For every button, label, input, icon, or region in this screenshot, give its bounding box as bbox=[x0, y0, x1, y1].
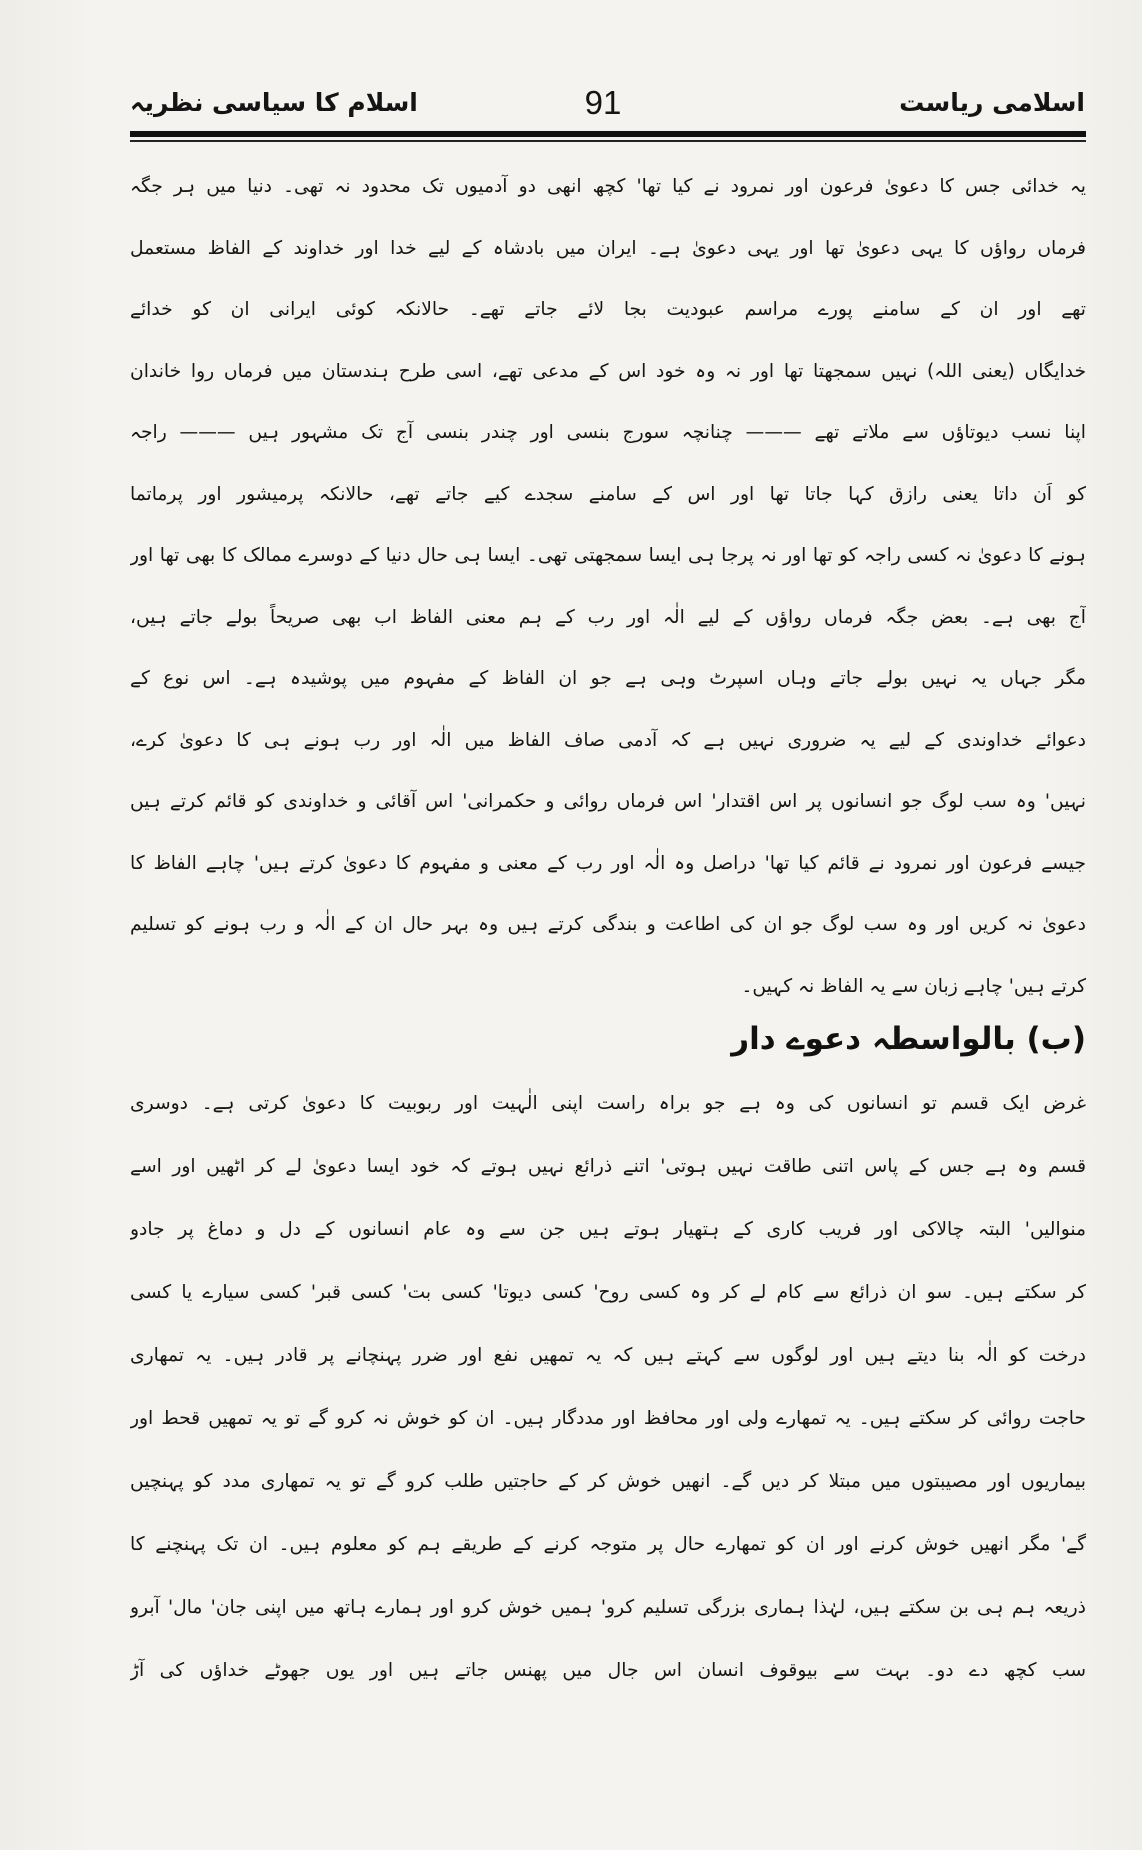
text-line bbox=[130, 279, 1086, 341]
text-line-content: درخت کو الٰہ بنا دیتے ہیں اور لوگوں سے کہتے ہیں کہ یہ تمھیں نفع اور ضرر پہنچانے پر قادر ہیں۔ یہ تمھاری bbox=[130, 1345, 1086, 1366]
paragraph-indirect-claimants bbox=[130, 1072, 1086, 1702]
text-line bbox=[130, 1261, 1086, 1324]
running-head-section: اسلامی ریاست bbox=[899, 88, 1085, 117]
section-heading: (ب) بالواسطہ دعوے دار bbox=[731, 1021, 1086, 1057]
text-line-content: کرتے ہیں' چاہے زبان سے یہ الفاظ نہ کہیں۔ bbox=[741, 975, 1086, 997]
text-line bbox=[130, 402, 1086, 464]
text-line bbox=[130, 156, 1086, 218]
text-line bbox=[130, 218, 1086, 280]
text-line-content: منوالیں' البتہ چالاکی اور فریب کاری کے ہتھیار ہوتے ہیں جن سے وہ عام انسانوں کے دل و دماغ پر جادو bbox=[130, 1219, 1086, 1240]
page-number: 91 bbox=[584, 84, 622, 121]
text-line bbox=[130, 341, 1086, 403]
text-line-content: آج بھی ہے۔ بعض جگہ فرماں رواؤں کے لیے الٰہ اور رب کے ہم معنی الفاظ اب بھی صریحاً بولے جاتے ہیں، bbox=[130, 606, 1086, 628]
text-line bbox=[130, 1513, 1086, 1576]
text-line bbox=[130, 833, 1086, 895]
text-line bbox=[130, 525, 1086, 587]
text-line bbox=[130, 587, 1086, 649]
text-line bbox=[130, 1135, 1086, 1198]
header-rule-thin bbox=[130, 140, 1086, 142]
text-line bbox=[130, 1639, 1086, 1702]
text-line-paragraph-end bbox=[130, 956, 1086, 1018]
text-line-content: دعویٰ نہ کریں اور وہ سب لوگ جو ان کی اطاعت و بندگی کرتے ہیں وہ بہر حال ان کے الٰہ و رب ہونے کو تسلیم bbox=[130, 914, 1086, 935]
text-line-content: جیسے فرعون اور نمرود نے قائم کیا تھا' دراصل وہ الٰہ اور رب کے معنی و مفہوم کا دعویٰ کرتے ہیں' چاہے الفاظ کا bbox=[130, 852, 1086, 874]
text-line-content: کو اَن داتا یعنی رازق کہا جاتا تھا اور اس کے سامنے سجدے کیے جاتے تھے، حالانکہ پرمیشور اور پرماتما bbox=[130, 483, 1086, 505]
text-line bbox=[130, 1324, 1086, 1387]
text-line-content: مگر جہاں یہ نہیں بولے جاتے وہاں اسپرٹ وہی ہے جو ان الفاظ کے مفہوم میں پوشیدہ ہے۔ اس نوع کے bbox=[130, 668, 1086, 689]
text-line bbox=[130, 464, 1086, 526]
text-line-content: فرماں رواؤں کا یہی دعویٰ تھا اور یہی دعویٰ ہے۔ ایران میں بادشاہ کے لیے خدا اور خداوند کے الفاظ مستعمل bbox=[130, 237, 1086, 259]
text-line-content: خدایگاں (یعنی اللہ) نہیں سمجھتا تھا اور نہ وہ خود اس کے مدعی تھے، اسی طرح ہندستان میں فرماں روا خاندان bbox=[130, 360, 1086, 382]
text-line-content: بیماریوں اور مصیبتوں میں مبتلا کر دیں گے۔ انھیں خوش کر کے حاجتیں طلب کرو گے تو یہ تمھاری مدد کو پہنچیں bbox=[130, 1471, 1086, 1492]
text-line-content: ہونے کا دعویٰ نہ کسی راجہ کو تھا اور نہ پرجا ہی ایسا سمجھتی تھی۔ ایسا ہی حال دنیا کے دوسرے ممالک کا بھی تھا اور bbox=[130, 545, 1086, 566]
text-line-content: نہیں' وہ سب لوگ جو انسانوں پر اس اقتدار' اس فرماں روائی و حکمرانی' اس آقائی و خداوندی کو قائم کرتے ہیں bbox=[130, 791, 1086, 812]
text-line bbox=[130, 1198, 1086, 1261]
text-line bbox=[130, 894, 1086, 956]
header-rule bbox=[130, 131, 1086, 143]
text-line-content: تھے اور ان کے سامنے پورے مراسم عبودیت بجا لائے جاتے تھے۔ حالانکہ کوئی ایرانی ان کو خدائے bbox=[130, 299, 1086, 320]
text-line bbox=[130, 1450, 1086, 1513]
text-line bbox=[130, 771, 1086, 833]
text-line bbox=[130, 648, 1086, 710]
running-head-book-title: اسلام کا سیاسی نظریہ bbox=[130, 88, 418, 117]
text-line-content: ذریعہ ہم ہی بن سکتے ہیں، لہٰذا ہماری بزرگی تسلیم کرو' ہمیں خوش کرو اور ہمارے ہاتھ میں اپنی جان' مال' آبرو bbox=[130, 1597, 1086, 1618]
paragraph-direct-claimants bbox=[130, 156, 1086, 1017]
text-line-content: غرض ایک قسم تو انسانوں کی وہ ہے جو براہ راست اپنی الٰہیت اور ربوبیت کا دعویٰ کرتی ہے۔ دوسری bbox=[130, 1093, 1086, 1114]
header-rule-thick bbox=[130, 131, 1086, 137]
text-line-content: حاجت روائی کر سکتے ہیں۔ یہ تمھارے ولی اور محافظ اور مددگار ہیں۔ ان کو خوش نہ کرو گے تو یہ تمھیں قحط اور bbox=[130, 1408, 1086, 1429]
text-line bbox=[130, 1072, 1086, 1135]
text-line-content: گے' مگر انھیں خوش کرنے اور ان کو تمھارے حال پر متوجہ کرنے کے طریقے ہم کو معلوم ہیں۔ ان تک پہنچنے کا bbox=[130, 1534, 1086, 1555]
text-line-content: سب کچھ دے دو۔ بہت سے بیوقوف انسان اس جال میں پھنس جاتے ہیں اور یوں جھوٹے خداؤں کی آڑ bbox=[130, 1660, 1086, 1681]
text-line bbox=[130, 1387, 1086, 1450]
text-line-content: کر سکتے ہیں۔ سو ان ذرائع سے کام لے کر وہ کسی روح' کسی دیوتا' کسی بت' کسی قبر' کسی سیارے یا کسی bbox=[130, 1282, 1086, 1303]
text-line-content: دعوائے خداوندی کے لیے یہ ضروری نہیں ہے کہ آدمی صاف الفاظ میں الٰہ اور رب ہونے ہی کا دعویٰ کرے، bbox=[130, 729, 1086, 751]
text-line bbox=[130, 710, 1086, 772]
text-line bbox=[130, 1576, 1086, 1639]
text-line-content: یہ خدائی جس کا دعویٰ فرعون اور نمرود نے کیا تھا' کچھ انھی دو آدمیوں تک محدود نہ تھی۔ دنیا میں ہر جگہ bbox=[130, 176, 1086, 197]
text-line-content: قسم وہ ہے جس کے پاس اتنی طاقت نہیں ہوتی' اتنے ذرائع نہیں ہوتے کہ خود ایسا دعویٰ لے کر اٹھیں اور اسے bbox=[130, 1156, 1086, 1177]
text-line-content: اپنا نسب دیوتاؤں سے ملاتے تھے ——— چنانچہ سورج بنسی اور چندر بنسی آج تک مشہور ہیں ——— راجہ bbox=[130, 422, 1086, 443]
